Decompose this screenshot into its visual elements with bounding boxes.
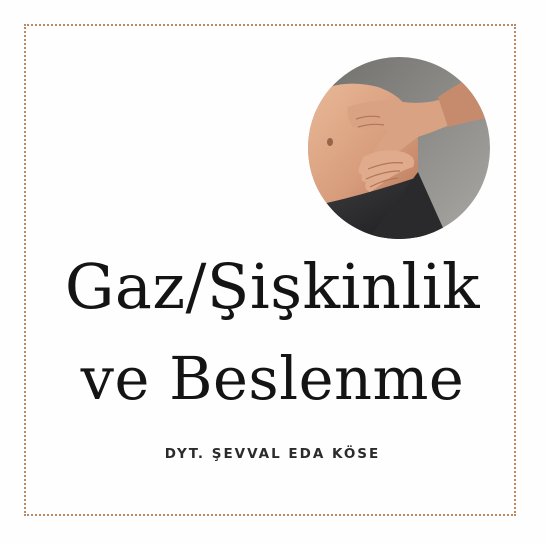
author-name: DYT. ŞEVVAL EDA KÖSE xyxy=(164,446,381,462)
title-line-2: ve Beslenme xyxy=(80,344,465,413)
belly-photo xyxy=(308,57,490,239)
title-line-1: Gaz/Şişkinlik xyxy=(64,250,481,323)
